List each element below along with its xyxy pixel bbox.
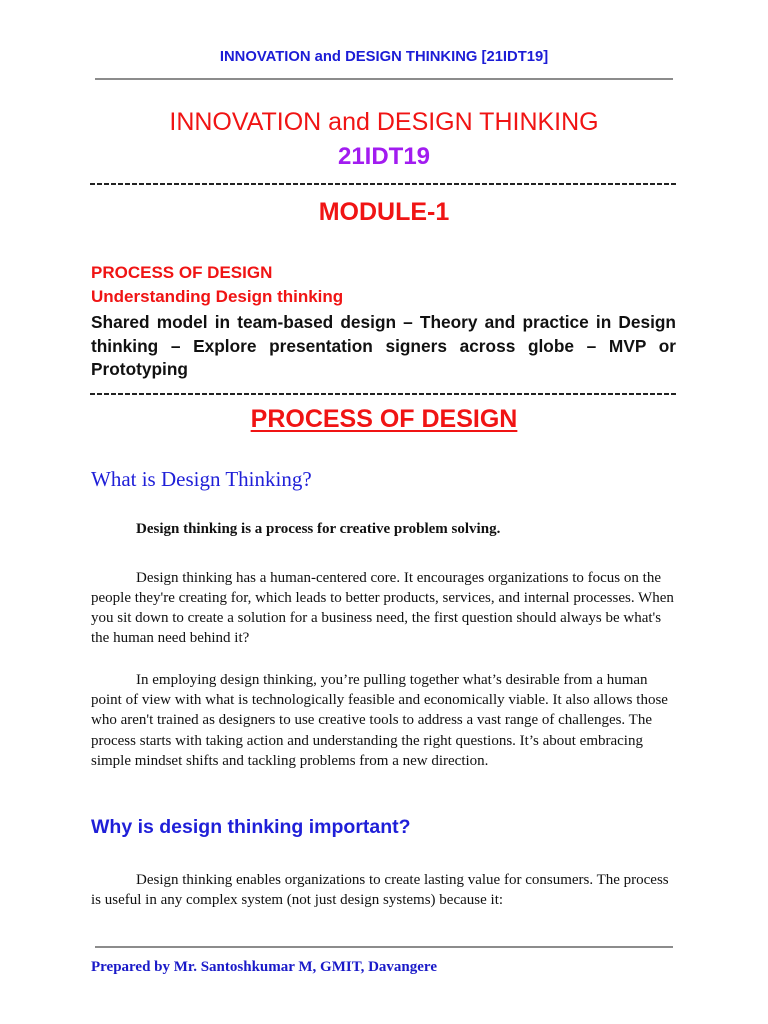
paragraph [91, 568, 681, 648]
dashed-separator-bottom [90, 393, 677, 395]
syllabus-outline [91, 311, 676, 382]
paragraph-line: process starts with taking action and understanding the right questions. It’s about embracing [91, 732, 643, 749]
module-label: MODULE-1 [318, 198, 450, 226]
paragraph-line: Design thinking has a human-centered core. It encourages organizations to focus on the [136, 570, 661, 586]
paragraph-line: Design thinking enables organizations to create lasting value for consumers. The process [136, 872, 669, 888]
paragraph [91, 870, 681, 910]
syllabus-subtopic: Understanding Design thinking [91, 287, 344, 306]
paragraph-line: In employing design thinking, you’re pulling together what’s desirable from a human [136, 672, 648, 688]
paragraph-line: point of view with what is technologically feasible and economically viable. It also allows those [91, 692, 668, 709]
syllabus-outline-line: Prototyping [91, 359, 188, 379]
course-code: 21IDT19 [337, 143, 431, 170]
paragraph-line: is useful in any complex system (not just design systems) because it: [91, 892, 504, 908]
dashed-separator-top [90, 183, 677, 185]
running-header: INNOVATION and DESIGN THINKING [21IDT19] [219, 49, 549, 65]
course-title: INNOVATION and DESIGN THINKING [169, 108, 599, 136]
section-heading [0, 404, 768, 434]
paragraph-line: the human need behind it? [91, 630, 250, 646]
subheading-why-important: Why is design thinking important? [91, 816, 411, 838]
footer-credit: Prepared by Mr. Santoshkumar M, GMIT, Davangere [91, 959, 437, 975]
paragraph-line: simple mindset shifts and tackling problems from a new direction. [91, 752, 489, 769]
subheading-what-is-design-thinking: What is Design Thinking? [91, 467, 312, 491]
syllabus-topic: PROCESS OF DESIGN [91, 263, 273, 282]
paragraph-line: people they're creating for, which leads to better products, services, and internal processes. When [91, 590, 674, 606]
lead-sentence: Design thinking is a process for creative problem solving. [136, 521, 501, 537]
footer-rule [95, 946, 673, 948]
section-heading-text: PROCESS OF DESIGN [250, 405, 518, 433]
syllabus-outline-line: Shared model in team-based design – Theory and practice in Design [91, 312, 676, 332]
paragraph [91, 670, 681, 771]
paragraph-line: you sit down to create a solution for a business need, the first question should always be what's [91, 610, 662, 626]
header-rule [95, 78, 673, 80]
syllabus-outline-line: thinking – Explore presentation signers across globe – MVP or [91, 335, 676, 356]
paragraph-line: who aren't trained as designers to use creative tools to address a vast range of challenges. The [91, 712, 652, 729]
